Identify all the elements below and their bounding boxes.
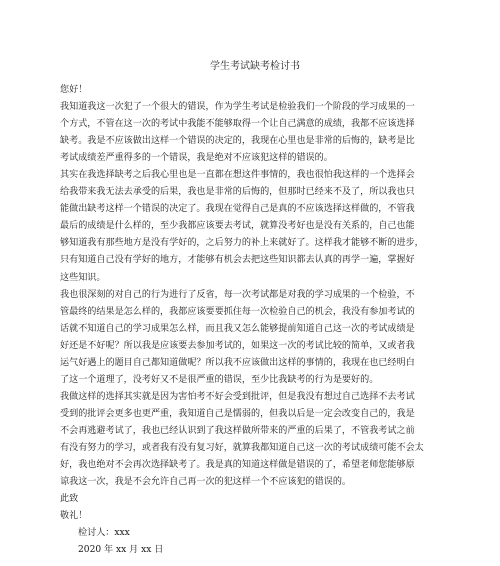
body-line: 其实在我选择缺考之后我心里也是一直都在想这件事情的，我也很怕我这样的一个选择会 <box>60 170 415 181</box>
body-line: 最后的成绩是什么样的，至少我都应该要去考试，就算没考好也是没有关系的，自己也能 <box>60 221 415 232</box>
salutation: 您好！ <box>60 85 88 95</box>
closing-ci-zhi: 此致 <box>60 494 79 505</box>
body-line: 谅我这一次，我是不会允许自己再一次的犯这样一个不应该犯的错误的。 <box>60 477 352 488</box>
body-line: 好，我也绝对不会再次选择缺考了。我是真的知道这样做是错误的了，希望老师您能够原 <box>60 460 415 471</box>
body-line: 缺考。我是不应该做出这样一个错误的决定的，我现在心里也是非常的后悔的，缺考是比 <box>60 136 415 147</box>
body-line: 个方式，不管在这一次的考试中我能不能够取得一个让自己满意的成绩，我都不应该选择 <box>60 119 415 130</box>
body-line: 我也很深刻的对自己的行为进行了反省，每一次考试都是对我的学习成果的一个检验，不 <box>60 289 415 300</box>
body-line: 了这一个道理了，没考好又不是很严重的错误，至少比我缺考的行为是要好的。 <box>60 374 379 385</box>
signature: 检讨人：xxx <box>78 528 130 539</box>
body-line: 我做这样的选择其实就是因为害怕考不好会受到批评，但是我没有想过自己选择不去考试 <box>60 391 415 402</box>
body-line: 这些知识。 <box>60 272 106 283</box>
body-line: 够知道我有那些地方是没有学好的，之后努力的补上来就好了。这样我才能够不断的进步， <box>60 238 424 249</box>
body-line: 话就不知道自己的学习成果怎么样，而且我又怎么能够提前知道自己这一次的考试成绩是 <box>60 323 415 334</box>
document-page <box>60 60 450 559</box>
body-line: 不会再逃避考试了，我也已经认识到了我这样做所带来的严重的后果了，不管我考试之前 <box>60 425 415 436</box>
body-line: 管最终的结果是怎么样的，我都应该要要抓住每一次检验自己的机会，我没有参加考试的 <box>60 306 415 317</box>
body-line: 只有知道自己没有学好的地方，才能够有机会去把这些知识都去认真的再学一遍，掌握好 <box>60 255 415 266</box>
body-line: 给我带来我无法去承受的后果，我也是非常的后悔的，但那时已经来不及了，所以我也只 <box>60 187 415 198</box>
body-line: 能做出缺考这样一个错误的决定了。我现在觉得自己是真的不应该选择这样做的，不管我 <box>60 204 415 215</box>
document-body <box>60 99 450 491</box>
body-line: 有没有努力的学习，或者我有没有复习好，就算我都知道自己这一次的考试成绩可能不会太 <box>60 442 424 453</box>
date: 2020 年 xx 月 xx 日 <box>78 545 164 556</box>
body-line: 考试成绩差严重得多的一个错误，我是绝对不应该犯这样的错误的。 <box>60 153 333 164</box>
body-line: 运气好遇上的题目自己都知道做呢？所以我不应该做出这样的事情的，我现在也已经明白 <box>60 357 415 368</box>
body-line: 受到的批评会更多也更严重，我知道自己是懦弱的，但我以后是一定会改变自己的，我是 <box>60 408 415 419</box>
document-title: 学生考试缺考检讨书 <box>210 61 300 72</box>
body-line: 我知道我这一次犯了一个很大的错误，作为学生考试是检验我们一个阶段的学习成果的一 <box>60 102 415 113</box>
closing-jing-li: 敬礼！ <box>60 511 88 522</box>
body-line: 好还是不好呢？所以我是应该要去参加考试的，如果这一次的考试比较的简单，又或者我 <box>60 340 415 351</box>
